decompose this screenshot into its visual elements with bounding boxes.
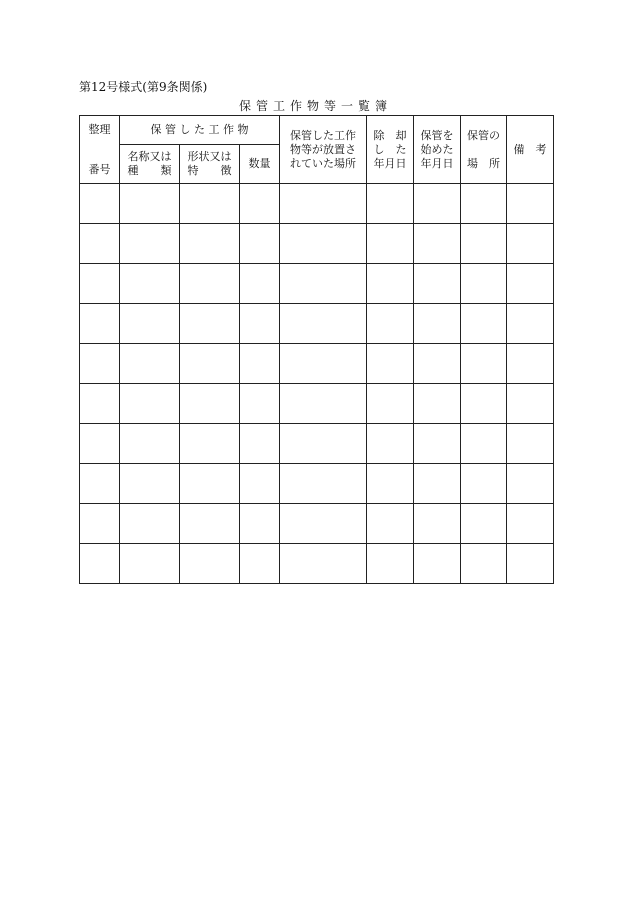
cell-suryo[interactable] bbox=[240, 464, 280, 504]
cell-hokan-place[interactable] bbox=[461, 304, 507, 344]
cell-hokan-start-date[interactable] bbox=[414, 344, 461, 384]
table-row bbox=[80, 184, 554, 224]
cell-keijo[interactable] bbox=[180, 224, 240, 264]
table-row bbox=[80, 224, 554, 264]
header-seiri-top: 整理 bbox=[88, 122, 111, 136]
cell-keijo[interactable] bbox=[180, 344, 240, 384]
ledger-title: 保管工作物等一覧簿 bbox=[238, 99, 392, 113]
cell-jokyaku-date[interactable] bbox=[367, 304, 414, 344]
header-row-1 bbox=[80, 116, 554, 145]
cell-keijo[interactable] bbox=[180, 544, 240, 584]
header-jokyaku-date: 除 却 し た 年月日 bbox=[367, 116, 414, 184]
cell-jokyaku-date[interactable] bbox=[367, 224, 414, 264]
cell-hokan-place[interactable] bbox=[461, 184, 507, 224]
cell-biko[interactable] bbox=[507, 544, 554, 584]
header-hokan-place: 保管の 場 所 bbox=[461, 116, 507, 184]
cell-suryo[interactable] bbox=[240, 424, 280, 464]
cell-seiri-bangou[interactable] bbox=[80, 344, 120, 384]
cell-biko[interactable] bbox=[507, 424, 554, 464]
table-row bbox=[80, 304, 554, 344]
cell-jokyaku-date[interactable] bbox=[367, 504, 414, 544]
cell-keijo[interactable] bbox=[180, 384, 240, 424]
cell-hokan-start-date[interactable] bbox=[414, 384, 461, 424]
cell-hokan-place[interactable] bbox=[461, 344, 507, 384]
header-seiri-bottom: 番号 bbox=[88, 162, 111, 176]
cell-hokan-place[interactable] bbox=[461, 464, 507, 504]
cell-hokan-place[interactable] bbox=[461, 224, 507, 264]
table-row bbox=[80, 264, 554, 304]
cell-jokyaku-date[interactable] bbox=[367, 464, 414, 504]
cell-biko[interactable] bbox=[507, 224, 554, 264]
cell-houchi-basho[interactable] bbox=[280, 424, 367, 464]
cell-biko[interactable] bbox=[507, 504, 554, 544]
cell-hokan-start-date[interactable] bbox=[414, 184, 461, 224]
cell-keijo[interactable] bbox=[180, 304, 240, 344]
cell-hokan-start-date[interactable] bbox=[414, 464, 461, 504]
table-row bbox=[80, 384, 554, 424]
cell-keijo[interactable] bbox=[180, 184, 240, 224]
cell-suryo[interactable] bbox=[240, 224, 280, 264]
cell-houchi-basho[interactable] bbox=[280, 264, 367, 304]
cell-meisho[interactable] bbox=[120, 384, 180, 424]
cell-suryo[interactable] bbox=[240, 184, 280, 224]
cell-suryo[interactable] bbox=[240, 344, 280, 384]
cell-hokan-start-date[interactable] bbox=[414, 224, 461, 264]
cell-jokyaku-date[interactable] bbox=[367, 264, 414, 304]
cell-seiri-bangou[interactable] bbox=[80, 544, 120, 584]
header-seiri-bangou bbox=[80, 116, 120, 184]
cell-hokan-start-date[interactable] bbox=[414, 504, 461, 544]
cell-houchi-basho[interactable] bbox=[280, 344, 367, 384]
cell-seiri-bangou[interactable] bbox=[80, 384, 120, 424]
cell-houchi-basho[interactable] bbox=[280, 304, 367, 344]
cell-hokan-place[interactable] bbox=[461, 424, 507, 464]
cell-keijo[interactable] bbox=[180, 504, 240, 544]
cell-meisho[interactable] bbox=[120, 224, 180, 264]
cell-keijo[interactable] bbox=[180, 464, 240, 504]
table-row bbox=[80, 504, 554, 544]
cell-biko[interactable] bbox=[507, 264, 554, 304]
cell-hokan-start-date[interactable] bbox=[414, 424, 461, 464]
header-suryo: 数量 bbox=[240, 145, 280, 184]
cell-seiri-bangou[interactable] bbox=[80, 264, 120, 304]
cell-biko[interactable] bbox=[507, 384, 554, 424]
cell-hokan-place[interactable] bbox=[461, 384, 507, 424]
cell-biko[interactable] bbox=[507, 344, 554, 384]
cell-meisho[interactable] bbox=[120, 304, 180, 344]
cell-meisho[interactable] bbox=[120, 424, 180, 464]
cell-keijo[interactable] bbox=[180, 424, 240, 464]
header-houchi-basho: 保管した工作 物等が放置さ れていた場所 bbox=[280, 116, 367, 184]
cell-hokan-place[interactable] bbox=[461, 504, 507, 544]
cell-hokan-start-date[interactable] bbox=[414, 544, 461, 584]
cell-hokan-place[interactable] bbox=[461, 544, 507, 584]
storage-ledger-table bbox=[79, 115, 554, 584]
cell-meisho[interactable] bbox=[120, 504, 180, 544]
cell-meisho[interactable] bbox=[120, 344, 180, 384]
cell-hokan-start-date[interactable] bbox=[414, 264, 461, 304]
cell-houchi-basho[interactable] bbox=[280, 184, 367, 224]
cell-hokan-start-date[interactable] bbox=[414, 304, 461, 344]
cell-meisho[interactable] bbox=[120, 264, 180, 304]
cell-seiri-bangou[interactable] bbox=[80, 424, 120, 464]
cell-jokyaku-date[interactable] bbox=[367, 424, 414, 464]
cell-keijo[interactable] bbox=[180, 264, 240, 304]
header-meisho-shurui: 名称又は 種 類 bbox=[120, 145, 180, 184]
table-row bbox=[80, 344, 554, 384]
cell-meisho[interactable] bbox=[120, 544, 180, 584]
cell-jokyaku-date[interactable] bbox=[367, 544, 414, 584]
cell-biko[interactable] bbox=[507, 184, 554, 224]
table-row bbox=[80, 424, 554, 464]
cell-jokyaku-date[interactable] bbox=[367, 384, 414, 424]
cell-houchi-basho[interactable] bbox=[280, 464, 367, 504]
header-biko: 備 考 bbox=[507, 116, 554, 184]
cell-seiri-bangou[interactable] bbox=[80, 504, 120, 544]
cell-houchi-basho[interactable] bbox=[280, 504, 367, 544]
header-hokan-start-date: 保管を 始めた 年月日 bbox=[414, 116, 461, 184]
cell-suryo[interactable] bbox=[240, 504, 280, 544]
cell-houchi-basho[interactable] bbox=[280, 384, 367, 424]
table-row bbox=[80, 544, 554, 584]
cell-meisho[interactable] bbox=[120, 464, 180, 504]
table-row bbox=[80, 464, 554, 504]
cell-biko[interactable] bbox=[507, 464, 554, 504]
cell-meisho[interactable] bbox=[120, 184, 180, 224]
form-number-label: 第12号様式(第9条関係) bbox=[79, 80, 208, 94]
header-keijo-tokuchou: 形状又は 特 徴 bbox=[180, 145, 240, 184]
cell-biko[interactable] bbox=[507, 304, 554, 344]
cell-jokyaku-date[interactable] bbox=[367, 184, 414, 224]
cell-suryo[interactable] bbox=[240, 304, 280, 344]
cell-jokyaku-date[interactable] bbox=[367, 344, 414, 384]
header-hokan-group: 保 管 し た 工 作 物 bbox=[120, 116, 280, 145]
cell-seiri-bangou[interactable] bbox=[80, 464, 120, 504]
cell-suryo[interactable] bbox=[240, 544, 280, 584]
cell-houchi-basho[interactable] bbox=[280, 224, 367, 264]
cell-suryo[interactable] bbox=[240, 384, 280, 424]
cell-houchi-basho[interactable] bbox=[280, 544, 367, 584]
cell-seiri-bangou[interactable] bbox=[80, 304, 120, 344]
cell-seiri-bangou[interactable] bbox=[80, 184, 120, 224]
cell-hokan-place[interactable] bbox=[461, 264, 507, 304]
cell-seiri-bangou[interactable] bbox=[80, 224, 120, 264]
cell-suryo[interactable] bbox=[240, 264, 280, 304]
